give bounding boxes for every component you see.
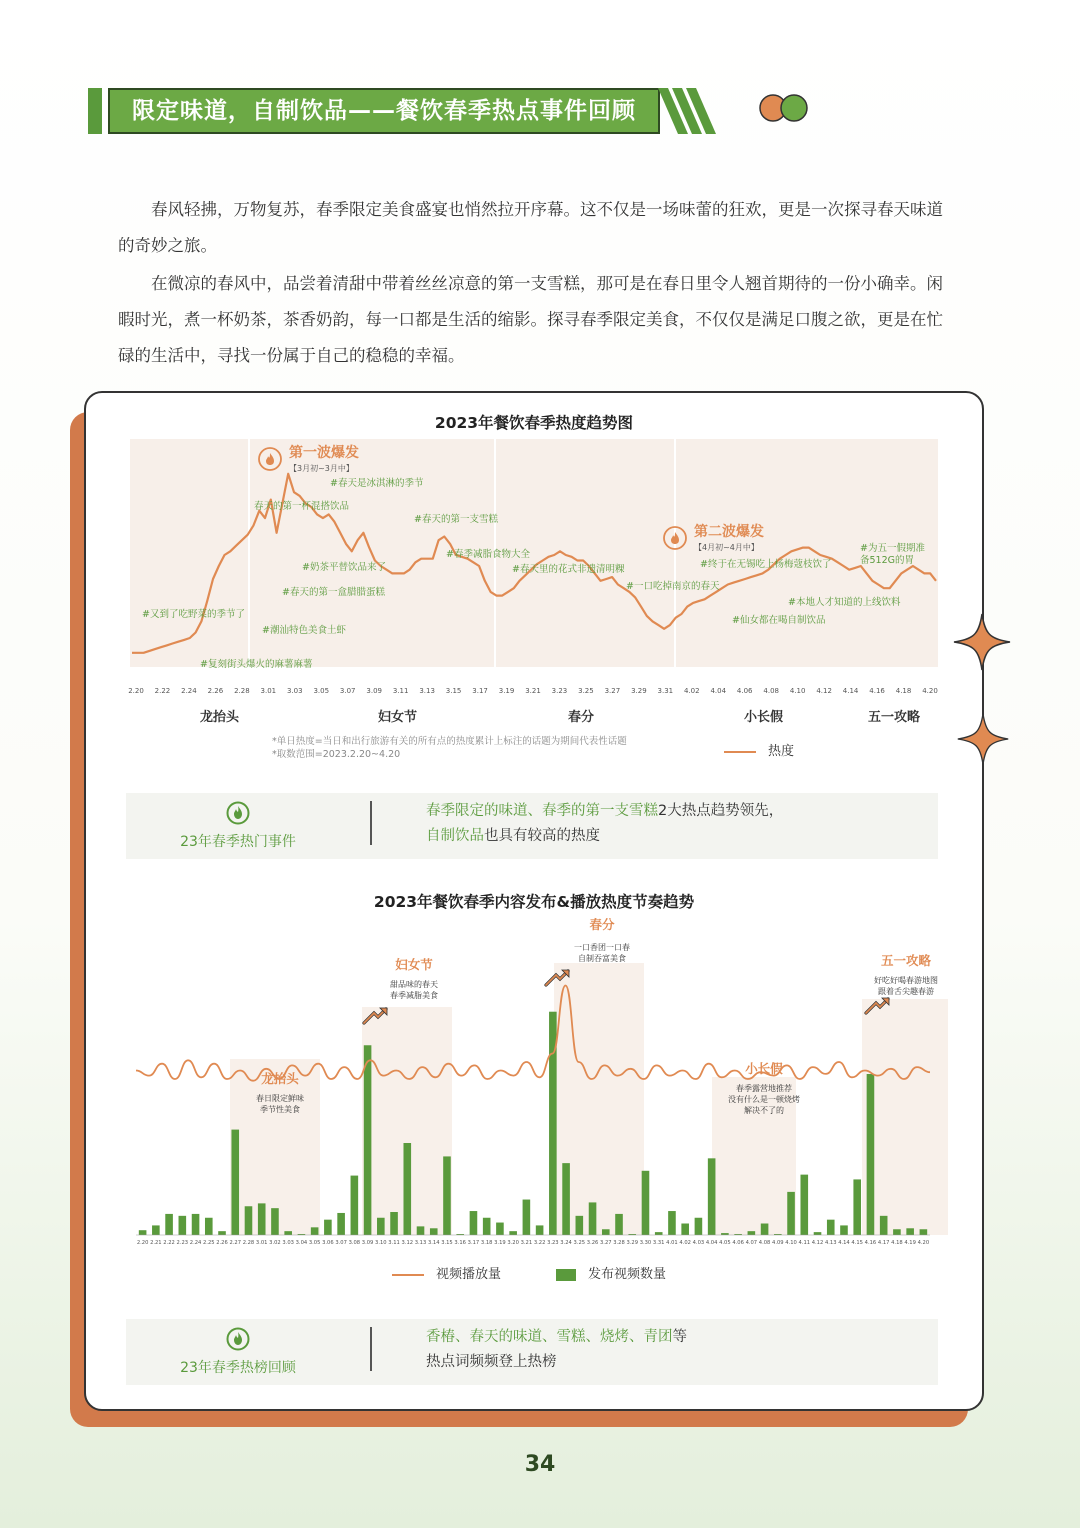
summary1-green-2: 自制饮品 (426, 828, 484, 844)
summary2-green-1: 香椿、春天的味道、雪糕、烧烤、青团 (426, 1329, 673, 1345)
chart1-x-tick: 3.17 (472, 687, 488, 695)
chart1-x-tick: 2.22 (154, 687, 171, 695)
chart1-x-tick: 4.08 (763, 687, 779, 695)
chart2-x-tick: 3.06 (322, 1240, 334, 1246)
chart2-legend-bar-label: 发布视频数量 (588, 1267, 667, 1282)
chart2-x-tick: 4.02 (679, 1240, 691, 1246)
chart1-annotation: #又到了吃野菜的季节了 (142, 609, 245, 620)
chart2-x-tick: 3.10 (375, 1240, 387, 1246)
chart2-bar (523, 1200, 531, 1235)
chart2-x-tick: 4.11 (798, 1240, 811, 1246)
intro-text (118, 192, 958, 376)
chart2-bar (840, 1225, 848, 1235)
chart2-x-tick: 3.04 (295, 1240, 308, 1246)
chart2-bar (906, 1228, 914, 1235)
chart2-event-title: 妇女节 (395, 957, 433, 972)
chart2-bar (748, 1231, 756, 1235)
chart1-holiday-chunfen: 春分 (568, 710, 595, 725)
chart2-x-tick: 3.16 (454, 1240, 466, 1246)
intro-paragraph-1: 春风轻拂，万物复苏，春季限定美食盛宴也悄然拉开序幕。这不仅是一场味蕾的狂欢，更是一次探寻春天味道的奇妙之旅。 (118, 200, 943, 255)
chart1-x-tick: 3.09 (366, 687, 382, 695)
chart1-period-divider (674, 439, 676, 667)
chart2-bar (231, 1130, 239, 1235)
chart2-x-tick: 3.11 (388, 1240, 400, 1246)
decorative-circles-icon (758, 93, 814, 123)
chart2-event-text: 好吃好喝春游地图 (874, 976, 938, 985)
chart2-bar (867, 1074, 875, 1235)
chart1-x-tick: 3.23 (551, 687, 568, 695)
chart2-x-tick: 4.18 (891, 1240, 903, 1246)
chart2-bar (271, 1208, 279, 1235)
chart2-x-tick: 4.01 (666, 1240, 678, 1246)
chart1-x-tick: 3.05 (313, 687, 330, 695)
chart2-legend-line-label: 视频播放量 (436, 1267, 502, 1282)
chart2-x-tick: 4.10 (785, 1240, 797, 1246)
legend-line-swatch (724, 751, 756, 753)
chart2-event-title: 春分 (589, 917, 615, 932)
chart2-bar (192, 1214, 200, 1235)
chart2-bar (589, 1202, 597, 1235)
summary1-divider (370, 801, 372, 845)
chart2-bar (205, 1218, 213, 1235)
chart1-x-tick: 3.31 (657, 687, 674, 695)
chart2-bar (258, 1203, 266, 1235)
chart2-event-text: 季节性美食 (260, 1105, 300, 1114)
chart2-bar (470, 1211, 478, 1235)
chart2-event-text: 春日限定鲜味 (256, 1094, 304, 1103)
chart1-annotation: #潮汕特色美食土虾 (262, 625, 346, 636)
chart1-holiday-funvjie: 妇女节 (378, 710, 418, 725)
chart2-x-tick: 2.21 (150, 1240, 162, 1246)
chart2-x-tick: 3.31 (652, 1240, 665, 1246)
chart1-x-tick: 3.11 (392, 687, 409, 695)
chart1-x-tick: 2.24 (181, 687, 197, 695)
chart1-x-tick: 3.21 (525, 687, 541, 695)
chart2-x-tick: 3.15 (441, 1240, 453, 1246)
chart1-x-tick: 2.26 (207, 687, 224, 695)
summary2-divider (370, 1327, 372, 1371)
chart1-legend (724, 740, 794, 759)
chart2-event-title: 小长假 (745, 1061, 783, 1076)
chart2-event-title: 龙抬头 (261, 1071, 299, 1086)
chart2-x-tick: 4.04 (705, 1240, 718, 1246)
chart2-bar (179, 1216, 187, 1235)
chart1-annotation: #奶茶平替饮品来了 (302, 562, 386, 573)
chart2-x-tick: 3.18 (480, 1240, 493, 1246)
chart2-x-tick: 3.20 (507, 1240, 519, 1246)
chart1-note-2: *取数范围=2023.2.20~4.20 (272, 749, 401, 760)
chart2-bar (615, 1214, 623, 1235)
flame-icon (226, 1327, 250, 1351)
chart2-x-tick: 3.30 (639, 1240, 652, 1246)
chart1-annotation: #一口吃掉南京的春天 (626, 581, 720, 592)
summary2-label (148, 1327, 328, 1377)
chart2-x-tick: 3.29 (626, 1240, 639, 1246)
chart1-annotation: 春天的第一杯混搭饮品 (254, 501, 350, 512)
chart1-x-tick: 3.27 (604, 687, 621, 695)
summary2-text (426, 1325, 687, 1375)
chart2-x-tick: 3.05 (308, 1240, 321, 1246)
chart2-bar (483, 1218, 491, 1235)
summary-hot-events (126, 793, 938, 859)
chart1-x-tick: 3.15 (445, 687, 462, 695)
chart2-x-tick: 2.24 (189, 1240, 202, 1246)
chart2-x-tick: 3.09 (361, 1240, 374, 1246)
chart2-x-tick: 3.19 (494, 1240, 506, 1246)
chart2-event-text: 春季减脂美食 (390, 991, 438, 1000)
chart1-x-tick: 3.29 (631, 687, 647, 695)
chart2-bar (284, 1231, 292, 1235)
chart1-annotation: #终于在无锡吃上杨梅蔻枝饮了 (700, 559, 832, 570)
chart1-annotation: #为五一假期准 (860, 543, 925, 554)
chart1-wave2-title: 第二波爆发 (694, 524, 764, 540)
summary2-line-2: 热点词频频登上热榜 (426, 1354, 557, 1370)
chart2-bar (218, 1231, 226, 1235)
chart2-bar (337, 1213, 345, 1235)
chart1-x-tick: 4.16 (869, 687, 885, 695)
chart1-x-tick: 3.19 (498, 687, 515, 695)
chart2-bar (602, 1229, 610, 1235)
chart2-x-tick: 3.14 (427, 1240, 440, 1246)
chart2-x-tick: 4.17 (877, 1240, 890, 1246)
heat-trend-chart (130, 439, 938, 709)
chart2-x-tick: 4.06 (732, 1240, 744, 1246)
chart1-x-tick: 4.10 (789, 687, 806, 695)
chart1-x-tick: 4.14 (842, 687, 859, 695)
chart2-x-tick: 4.12 (811, 1240, 824, 1246)
chart2-bar (668, 1211, 676, 1235)
chart2-x-tick: 3.03 (282, 1240, 294, 1246)
chart2-bar (853, 1179, 861, 1235)
summary1-text (426, 799, 783, 849)
chart2-event-text: 没有什么是一顿烧烤 (728, 1095, 800, 1104)
chart2-x-tick: 4.03 (692, 1240, 705, 1246)
chart2-bar (430, 1228, 438, 1235)
chart2-x-tick: 3.13 (414, 1240, 427, 1246)
chart2-x-tick: 4.08 (758, 1240, 771, 1246)
chart1-note-1: *单日热度=当日和出行旅游有关的所有点的热度累计上标注的话题为期间代表性话题 (272, 736, 627, 747)
chart1-holiday-longtaitou: 龙抬头 (200, 710, 240, 725)
chart1-x-tick: 4.02 (684, 687, 700, 695)
chart2-x-tick: 2.27 (229, 1240, 242, 1246)
chart2-event-text: 一口香团一口春 (574, 943, 630, 952)
chart2-bar (800, 1175, 808, 1235)
chart1-legend-label: 热度 (768, 744, 795, 759)
chart2-event-text: 自制吞富美食 (578, 954, 626, 963)
chart1-x-tick: 4.18 (895, 687, 912, 695)
chart1-wave1-range: 【3月初~3月中】 (289, 464, 354, 473)
chart2-x-tick: 4.20 (917, 1240, 930, 1246)
chart2-x-tick: 3.17 (467, 1240, 480, 1246)
chart1-x-tick: 3.07 (339, 687, 356, 695)
chart1-annotation: #春天的第一支雪糕 (414, 514, 498, 525)
chart2-bar (509, 1231, 517, 1235)
chart2-bar (364, 1045, 372, 1235)
chart2-bar (814, 1232, 822, 1235)
chart2-legend-line (392, 1263, 501, 1282)
chart2-bar (324, 1220, 332, 1235)
chart2-x-tick: 4.19 (904, 1240, 916, 1246)
chart1-holiday-xiaochangjia: 小长假 (744, 710, 784, 725)
chart1-annotation: #仙女都在喝自制饮品 (732, 615, 826, 626)
chart2-bar (642, 1171, 650, 1235)
chart1-x-tick: 4.06 (736, 687, 753, 695)
chart1-x-tick: 3.13 (419, 687, 435, 695)
summary1-rest-1: 2大热点趋势领先， (658, 803, 784, 819)
flame-icon (226, 801, 250, 825)
chart-card (84, 391, 984, 1411)
chart1-period-divider (248, 439, 250, 667)
summary1-label-text: 23年春季热门事件 (180, 834, 296, 850)
chart2-bar (761, 1224, 769, 1236)
chart2-x-tick: 3.21 (520, 1240, 533, 1246)
legend-line-swatch (392, 1274, 424, 1276)
title-accent-stub (88, 88, 102, 134)
chart2-event-text: 甜品味的春天 (390, 980, 438, 989)
chart2-x-tick: 4.13 (824, 1240, 837, 1246)
chart2-x-tick: 2.20 (136, 1240, 149, 1246)
chart1-x-tick: 4.12 (816, 687, 832, 695)
chart2-event-text: 解决不了的 (744, 1106, 784, 1115)
chart2-x-tick: 3.23 (547, 1240, 559, 1246)
chart1-x-tick: 4.04 (710, 687, 727, 695)
chart1-x-tick: 4.20 (922, 687, 938, 695)
chart2-event-text: 跟着舌尖趣春游 (878, 987, 934, 996)
chart2-x-tick: 3.12 (401, 1240, 414, 1246)
chart2-x-tick: 3.28 (613, 1240, 625, 1246)
chart2-x-tick: 3.02 (269, 1240, 281, 1246)
chart2-bar (695, 1218, 703, 1235)
summary-hot-list (126, 1319, 938, 1385)
sparkle-icon (952, 612, 1012, 672)
summary1-green-1: 春季限定的味道、春季的第一支雪糕 (426, 803, 658, 819)
chart2-bar (880, 1216, 888, 1235)
chart1-wave1-title: 第一波爆发 (289, 445, 359, 461)
chart2-bar (787, 1192, 795, 1235)
summary1-label (148, 801, 328, 851)
chart1-title: 2023年餐饮春季热度趋势图 (434, 414, 634, 432)
chart2-x-tick: 2.26 (216, 1240, 228, 1246)
chart2-bar (377, 1218, 385, 1235)
chart2-legend-bar (556, 1263, 666, 1282)
chart2-event-text: 春季露营地推荐 (736, 1084, 792, 1093)
chart1-x-tick: 3.03 (287, 687, 303, 695)
chart2-bar (576, 1216, 584, 1235)
chart1-x-tick: 2.20 (128, 687, 144, 695)
chart2-bar (562, 1163, 570, 1235)
summary2-rest-1: 等 (672, 1329, 687, 1345)
chart2-x-tick: 2.22 (163, 1240, 175, 1246)
chart2-x-tick: 2.28 (242, 1240, 255, 1246)
chart2-x-tick: 2.25 (203, 1240, 215, 1246)
chevron-stripes-icon (658, 88, 720, 134)
chart2-bar (920, 1229, 928, 1235)
page-number: 34 (524, 1452, 556, 1477)
chart2-x-tick: 3.08 (348, 1240, 361, 1246)
chart1-annotation-cont: 备512G的胃 (860, 555, 914, 566)
chart2-x-tick: 3.01 (255, 1240, 268, 1246)
chart2-bar (311, 1227, 319, 1235)
chart2-bar (536, 1225, 544, 1235)
chart2-bar (681, 1224, 689, 1236)
section-title-bar (88, 88, 720, 134)
chart2-bar (496, 1223, 504, 1235)
chart2-bar (708, 1158, 716, 1235)
summary1-rest-2: 也具有较高的热度 (484, 828, 600, 844)
chart2-x-tick: 4.07 (745, 1240, 758, 1246)
chart1-annotation: #春天的第一盒腊腊蛋糕 (282, 587, 385, 598)
chart1-annotation: #复刻街头爆火的麻薯麻薯 (200, 659, 313, 670)
chart1-annotation: #春季减脂食物大全 (446, 549, 530, 560)
chart1-x-tick: 2.28 (234, 687, 250, 695)
chart2-title: 2023年餐饮春季内容发布&播放热度节奏趋势 (373, 893, 695, 911)
chart2-x-tick: 4.15 (851, 1240, 863, 1246)
chart2-bar (403, 1143, 411, 1235)
section-title: 限定味道，自制饮品——餐饮春季热点事件回顾 (108, 88, 660, 134)
chart2-event-title: 五一攻略 (880, 953, 932, 968)
chart1-holiday-wuyi: 五一攻略 (868, 710, 921, 725)
chart2-bar (417, 1226, 425, 1235)
chart2-bar (893, 1229, 901, 1235)
chart2-x-tick: 4.16 (864, 1240, 877, 1246)
chart2-bar (390, 1212, 398, 1235)
chart1-annotation: #春天里的花式非遗清明粿 (512, 564, 625, 575)
chart2-bar (152, 1225, 160, 1235)
chart2-x-tick: 4.09 (772, 1240, 784, 1246)
chart1-x-tick: 3.01 (260, 687, 277, 695)
chart2-x-tick: 3.25 (573, 1240, 586, 1246)
chart2-bar (351, 1176, 359, 1235)
chart2-x-tick: 3.26 (586, 1240, 599, 1246)
chart2-bar (655, 1232, 663, 1235)
chart2-x-tick: 4.05 (719, 1240, 731, 1246)
chart2-bar (165, 1214, 173, 1235)
chart1-annotation: #本地人才知道的上线饮料 (788, 597, 901, 608)
chart2-bar (827, 1220, 835, 1235)
legend-bar-swatch (556, 1269, 576, 1281)
chart2-event-band (862, 999, 948, 1235)
chart2-x-tick: 3.24 (560, 1240, 572, 1246)
chart1-x-tick: 3.25 (578, 687, 594, 695)
summary2-label-text: 23年春季热榜回顾 (180, 1360, 296, 1376)
chart2-x-tick: 4.14 (838, 1240, 850, 1246)
sparkle-icon (956, 712, 1010, 766)
chart2-bar (139, 1230, 147, 1235)
release-play-chart (130, 917, 942, 1257)
intro-paragraph-2: 在微凉的春风中，品尝着清甜中带着丝丝凉意的第一支雪糕，那可是在春日里令人翘首期待的一份小确幸。闲暇时光，煮一杯奶茶，茶香奶韵，每一口都是生活的缩影。探寻春季限定美食，不仅仅是满足口腹之欲，更是在忙碌的生活中，寻找一份属于自己的稳稳的幸福。 (118, 274, 943, 365)
chart2-bar (443, 1156, 451, 1235)
chart2-x-tick: 3.22 (533, 1240, 546, 1246)
chart2-x-tick: 2.23 (176, 1240, 189, 1246)
chart1-annotation: #春天是冰淇淋的季节 (330, 478, 424, 489)
chart2-bar (245, 1206, 253, 1235)
chart2-x-tick: 3.07 (335, 1240, 347, 1246)
chart1-wave2-range: 【4月初~4月中】 (694, 543, 759, 552)
chart2-x-tick: 3.27 (600, 1240, 612, 1246)
